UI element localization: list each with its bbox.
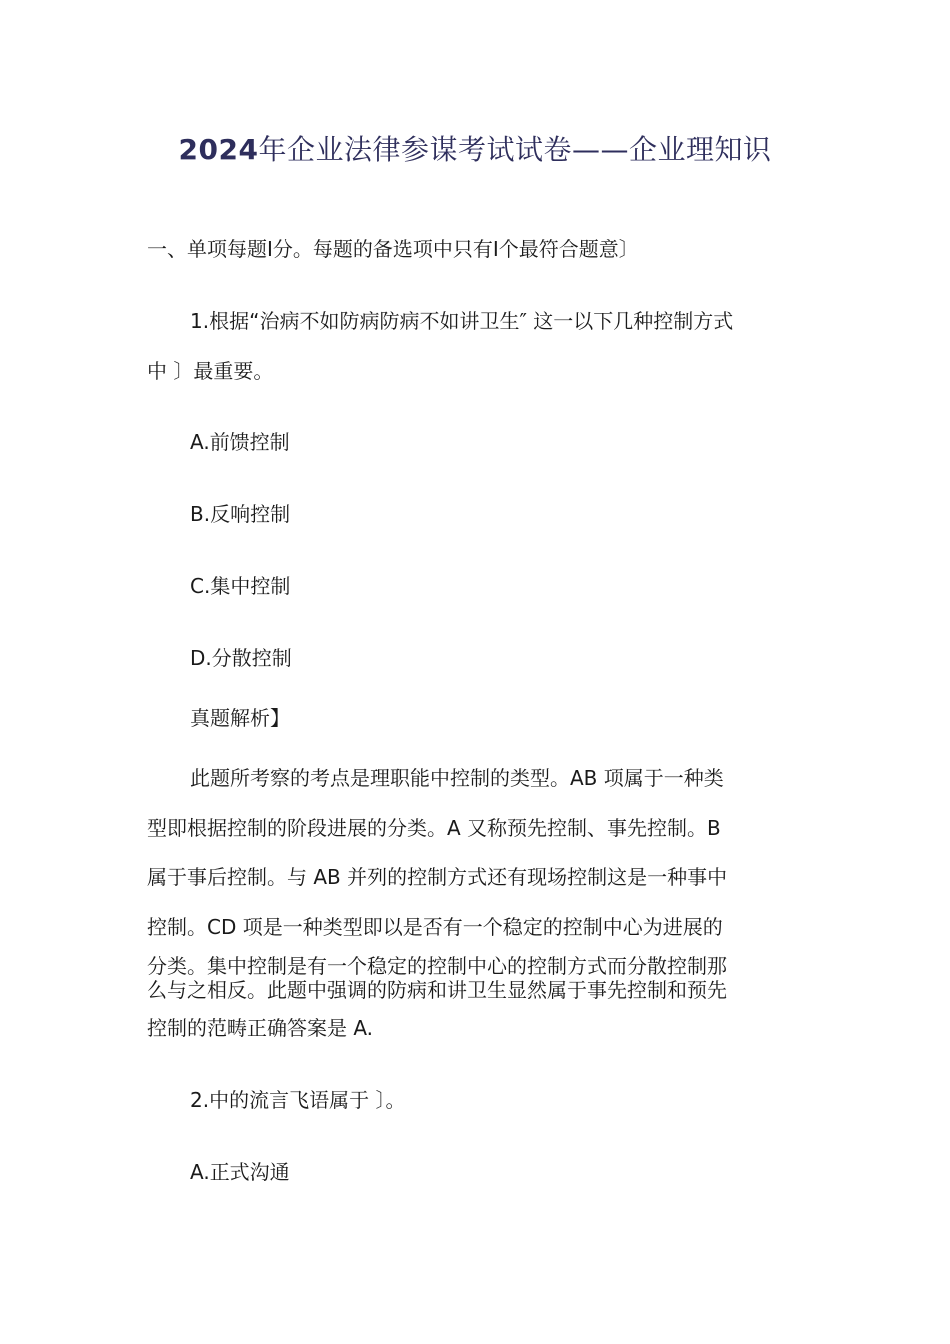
question1-option-d: D.分散控制	[190, 646, 292, 670]
title-year: 2024	[178, 133, 259, 166]
question1-option-c: C.集中控制	[190, 574, 291, 598]
question1-stem-line1: 1.根据“治病不如防病防病不如讲卫生″ 这一以下几种控制方式	[190, 309, 734, 333]
analysis-line: 分类。集中控制是有一个稳定的控制中心的控制方式而分散控制那	[147, 954, 727, 978]
analysis-line: 么与之相反。此题中强调的防病和讲卫生显然属于事先控制和预先	[147, 978, 727, 1002]
question1-option-a: A.前馈控制	[190, 430, 290, 454]
analysis-line: 控制。CD 项是一种类型即以是否有一个稳定的控制中心为进展的	[147, 915, 723, 939]
title-text: 年企业法律参谋考试试卷——企业理知识	[258, 133, 772, 166]
analysis-line: 控制的范畴正确答案是 A.	[147, 1016, 374, 1040]
document-title	[0, 128, 950, 168]
analysis-line: 型即根据控制的阶段进展的分类。A 又称预先控制、事先控制。B	[147, 816, 721, 840]
analysis-label: 真题解析】	[190, 706, 290, 730]
analysis-line: 此题所考察的考点是理职能中控制的类型。AB 项属于一种类	[190, 766, 724, 790]
question1-stem-line2: 中 〕最重要。	[147, 359, 274, 383]
question2-stem: 2.中的流言飞语属于 〕。	[190, 1088, 406, 1112]
question2-option-a: A.正式沟通	[190, 1160, 290, 1184]
question1-option-b: B.反响控制	[190, 502, 291, 526]
section-heading: 一、单项每题Ⅰ分。每题的备选项中只有Ⅰ个最符合题意〕	[147, 237, 639, 261]
analysis-line: 属于事后控制。与 AB 并列的控制方式还有现场控制这是一种事中	[147, 865, 728, 889]
